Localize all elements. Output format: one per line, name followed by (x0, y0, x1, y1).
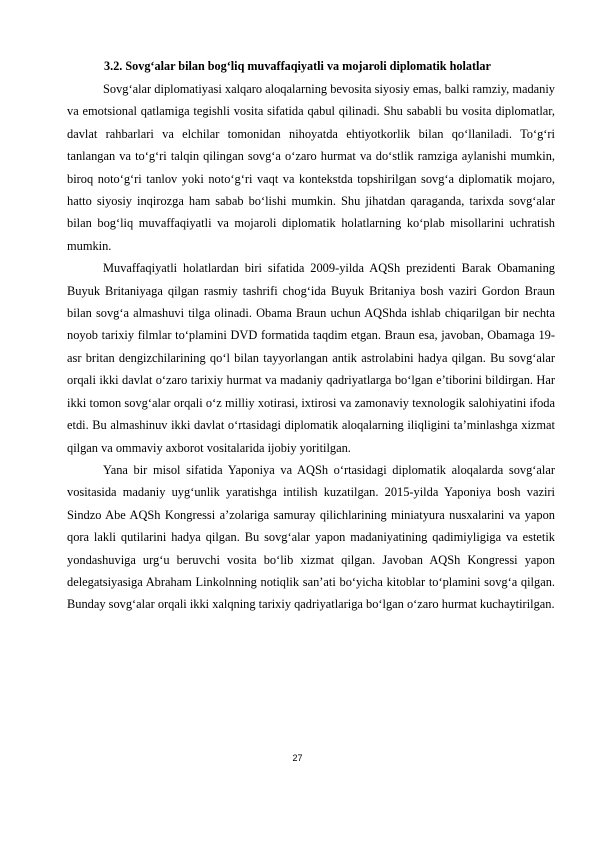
section-heading: 3.2. Sovg‘alar bilan bog‘liq muvaffaqiyatli va mojaroli diplomatik holatlar (104, 59, 491, 73)
page-number: 27 (292, 753, 303, 763)
paragraph-obama-brown: Muvaffaqiyatli holatlardan biri sifatida 2009-yilda AQSh prezidenti Barak Obamaning Buyuk Britaniyaga qilgan rasmiy tashrifi chog‘ida Buyuk Britaniya bosh vaziri Gordon Braun bilan sovg‘a almashuvi tilga olinadi. Obama Braun uchun AQShda ishlab chiqarilgan bir nechta noyob tarixiy filmlar to‘plamini DVD formatida taqdim etgan. Braun esa, javoban, Obamaga 19-asr britan dengizchilarining qo‘l bilan tayyorlangan antik astrolabini hadya qilgan. Bu sovg‘alar orqali ikki davlat o‘zaro tarixiy hurmat va madaniy qadriyatlarga bo‘lgan e’tiborini bildirgan. Har ikki tomon sovg‘alar orqali o‘z milliy xotirasi, ixtirosi va zamonaviy texnologik salohiyatini ifoda etdi. Bu almashinuv ikki davlat o‘rtasidagi diplomatik aloqalarning iliqligini ta’minlashga xizmat qilgan va ommaviy axborot vositalarida ijobiy yoritilgan. (67, 261, 555, 455)
body-text (67, 78, 555, 616)
paragraph-intro: Sovg‘alar diplomatiyasi xalqaro aloqalarning bevosita siyosiy emas, balki ramziy, madaniy va emotsional qatlamiga tegishli vosita sifatida qabul qilinadi. Shu sababli bu vosita diplomatlar, davlat rahbarlari va elchilar tomonidan nihoyatda ehtiyotkorlik bilan qo‘llaniladi. To‘g‘ri tanlangan va to‘g‘ri talqin qilingan sovg‘a o‘zaro hurmat va do‘stlik ramziga aylanishi mumkin, biroq noto‘g‘ri tanlov yoki noto‘g‘ri vaqt va kontekstda topshirilgan sovg‘a diplomatik mojaro, hatto siyosiy inqirozga ham sabab bo‘lishi mumkin. Shu jihatdan qaraganda, tarixda sovg‘alar bilan bog‘liq muvaffaqiyatli va mojaroli diplomatik holatlarning ko‘plab misollarini uchratish mumkin. (67, 82, 555, 253)
paragraph-japan-usa: Yana bir misol sifatida Yaponiya va AQSh o‘rtasidagi diplomatik aloqalarda sovg‘alar vositasida madaniy uyg‘unlik yaratishga intilish kuzatilgan. 2015-yilda Yaponiya bosh vaziri Sindzo Abe AQSh Kongressi a’zolariga samuray qilichlarining miniatyura nusxalarini va yapon qora lakli qutilarini hadya qilgan. Bu sovg‘alar yapon madaniyatining qadimiyligiga va estetik yondashuviga urg‘u beruvchi vosita bo‘lib xizmat qilgan. Javoban AQSh Kongressi yapon delegatsiyasiga Abraham Linkolnning notiqlik san’ati bo‘yicha kitoblar to‘plamini sovg‘a qilgan. Bunday sovg‘alar orqali ikki xalqning tarixiy qadriyatlariga bo‘lgan o‘zaro hurmat kuchaytirilgan. (67, 462, 555, 612)
